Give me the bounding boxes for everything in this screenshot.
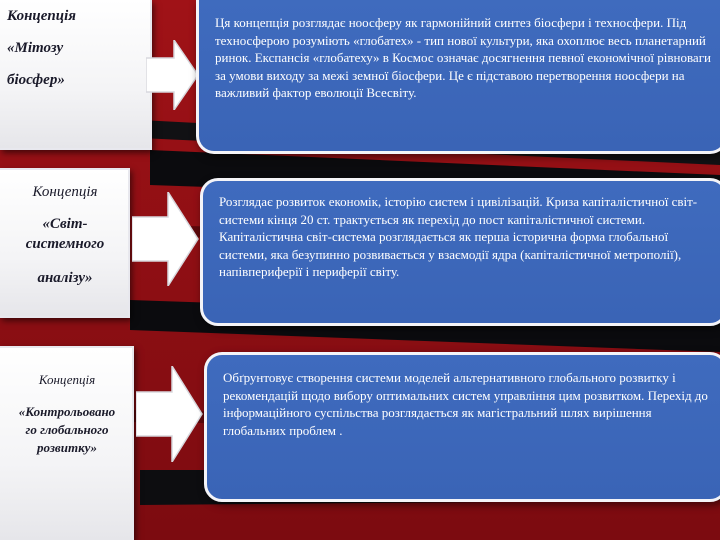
label-line: Концепція [38, 372, 96, 387]
concept-description-mitosis [196, 0, 720, 154]
label-line: Концепція [7, 8, 77, 24]
description-text: Ця концепція розглядає ноосферу як гармонійний синтез біосфери і техносфери. Під техносферою розуміють «глобатех» - тип нової культури, яка охоплює весь планетарний ринок. Експансія «глобатеху» в Космос означає досягнення певної економічної рівноваги за умови виходу за межі земної біосфери. Це є підставою перетворення ноосфери на важливий фактор еволюції Всесвіту. [215, 15, 711, 101]
arrow-right-icon [146, 40, 200, 110]
arrow-right-icon [136, 366, 204, 462]
label-line: «Контрольовано [18, 404, 116, 419]
label-line: «Мітозу [7, 40, 64, 56]
label-line: «Світ- [42, 216, 88, 232]
label-line: аналізу» [37, 270, 93, 286]
label-line: системного [25, 236, 105, 252]
concept-description-controlled-development [204, 352, 720, 502]
label-line: го глобального [25, 422, 109, 437]
label-line: Концепція [32, 184, 98, 200]
arrow-right-icon [132, 192, 200, 286]
concept-description-world-systems [200, 178, 720, 326]
concept-label-mitosis [0, 0, 152, 150]
concept-label-world-systems [0, 168, 130, 318]
description-text: Обґрунтовує створення системи моделей альтернативного глобального розвитку і рекомендацій щодо вибору оптимальних систем управління цим розвитком. Перехід до інформаційного суспільства розглядається як магістральний шлях вирішення глобальних проблем . [223, 370, 708, 438]
description-text: Розглядає розвиток економік, історію систем і цивілізацій. Криза капіталістичної світ-системи кінця 20 ст. трактується як перехід до пост капіталістичної системи. Капіталістична світ-система розглядається як перша історична форма глобальної системи, яка безупинно розвивається у взаємодії ядра (капіталістичної метрополії), напівпериферії і периферії світу. [219, 194, 698, 280]
concept-label-controlled-development [0, 346, 134, 540]
label-line: розвитку» [37, 440, 97, 455]
label-line: біосфер» [7, 72, 65, 88]
